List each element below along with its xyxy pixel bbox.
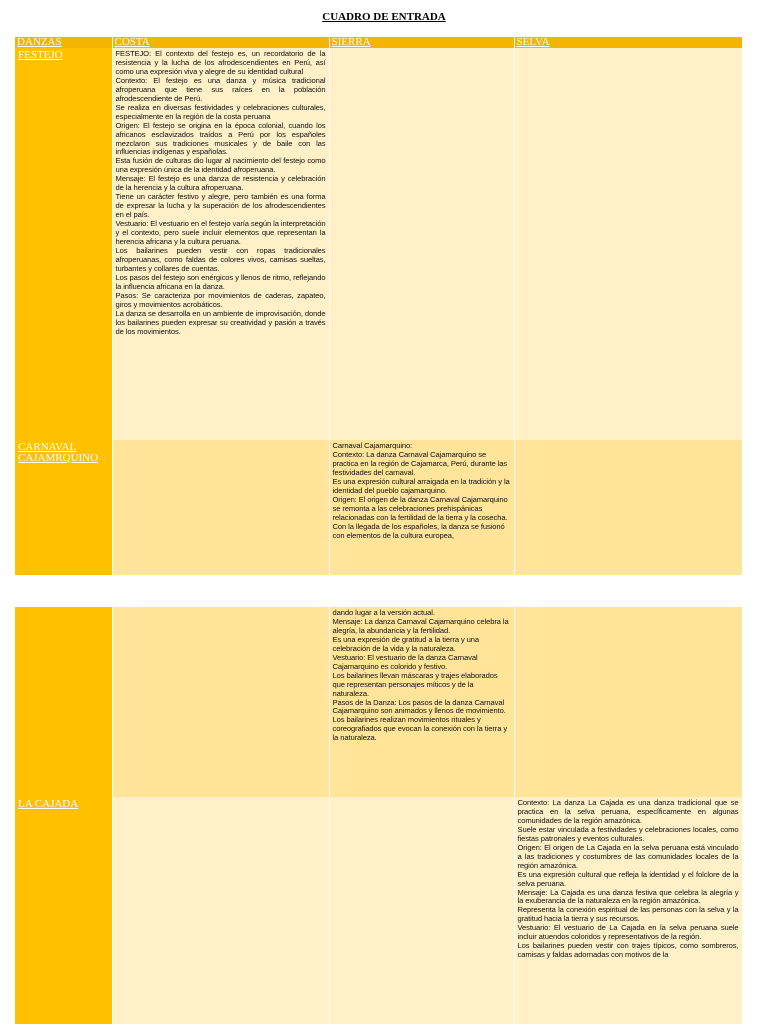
carnaval-selva-cell bbox=[514, 440, 742, 575]
cajada-selva-text: Mensaje: La Cajada es una danza festiva que celebra la alegría y la exuberancia de la naturaleza en la región amazónica. bbox=[517, 887, 739, 906]
carnaval-sierra-text: Es una expresión cultural arraigada en la tradición y la identidad del pueblo cajamarquino. bbox=[332, 476, 510, 495]
carnaval-continued-label-cell bbox=[15, 607, 112, 797]
dance-label-carnaval: CARNAVAL CAJAMRQUINO bbox=[18, 441, 99, 464]
carnaval-sierra-text: Los bailarines llevan máscaras y trajes elaborados que representan personajes míticos y de la naturaleza. bbox=[332, 670, 498, 698]
header-costa: COSTA bbox=[114, 37, 150, 48]
festejo-costa-text: Esta fusión de culturas dio lugar al nacimiento del festejo como una expresión única de la identidad afroperuana. bbox=[115, 156, 326, 175]
dance-table-part1 bbox=[15, 37, 743, 575]
row-cajada bbox=[15, 797, 742, 1024]
carnaval-sierra-text: Mensaje: La danza Carnaval Cajamarquino celebra la alegría, la abundancia y la fertilidad. bbox=[332, 616, 509, 635]
festejo-costa-text: FESTEJO: El contexto del festejo es, un recordatorio de la resistencia y la lucha de los afrodescendientes en Perú, así como una expresión viva y alegre de su identidad cultural bbox=[115, 49, 326, 76]
festejo-sierra-cell bbox=[329, 48, 514, 440]
header-selva: SELVA bbox=[516, 37, 550, 48]
carnaval-sierra-text: Vestuario: El vestuario de la danza Carnaval Cajamarquino es colorido y festivo. bbox=[332, 652, 478, 671]
festejo-costa-text: Vestuario: El vestuario en el festejo varía según la interpretación y el contexto, pero suele incluir elementos que representan la herencia africana y la cultura peruana. bbox=[115, 219, 326, 247]
carnaval-sierra-text: dando lugar a la versión actual. bbox=[332, 608, 435, 617]
cajada-selva-text: Vestuario: El vestuario de La Cajada en la selva peruana suele incluir atuendos coloridos y representativos de la región. bbox=[517, 923, 739, 942]
festejo-costa-cell bbox=[112, 48, 329, 440]
festejo-costa-text: Origen: El festejo se origina en la época colonial, cuando los africanos esclavizados traídos a Perú por los españoles mezclaron sus tradiciones musicales y de baile con las influencias indígenas y españolas. bbox=[115, 120, 326, 157]
festejo-costa-text: Contexto: El festejo es una danza y música tradicional afroperuana que tiene sus raíces en la población afrodescendiente de Perú. bbox=[115, 75, 326, 103]
festejo-selva-cell bbox=[514, 48, 742, 440]
row-carnaval-continued bbox=[15, 607, 742, 797]
carnaval-sierra-text: Con la llegada de los españoles, la danza se fusionó con elementos de la cultura europea, bbox=[332, 521, 505, 540]
cajada-selva-text: Suele estar vinculada a festividades y celebraciones locales, como fiestas patronales y eventos culturales. bbox=[517, 824, 739, 843]
carnaval-sierra-text: Pasos de la Danza: Los pasos de la danza Carnaval Cajamarquino son animados y llenos de movimiento. bbox=[332, 697, 506, 716]
cajada-selva-text: Es una expresión cultural que refleja la identidad y el folclore de la selva peruana. bbox=[517, 869, 739, 888]
cajada-selva-cell bbox=[514, 797, 742, 1024]
carnaval-sierra-text: Carnaval Cajamarquino: bbox=[332, 441, 413, 450]
cajada-selva-text: Origen: El origen de La Cajada en la selva peruana está vinculado a las tradiciones y costumbres de las comunidades locales de la región amazónica. bbox=[517, 842, 739, 870]
carnaval-sierra-text: Los bailarines realizan movimientos rituales y coreografiados que evocan la conexión con la tierra y la naturaleza. bbox=[332, 715, 508, 743]
cajada-selva-text: Contexto: La danza La Cajada es una danza tradicional que se practica en la selva peruana, específicamente en algunas comunidades de la región amazónica. bbox=[517, 798, 739, 825]
table-header-row bbox=[15, 37, 742, 48]
festejo-costa-text: Los pasos del festejo son enérgicos y llenos de ritmo, reflejando la influencia africana en la danza. bbox=[115, 272, 326, 291]
row-festejo bbox=[15, 48, 742, 440]
carnaval-continued-sierra-cell bbox=[329, 607, 514, 797]
festejo-costa-text: Pasos: Se caracteriza por movimientos de caderas, zapateo, giros y movimientos acrobáticos. bbox=[115, 290, 326, 309]
carnaval-continued-selva-cell bbox=[514, 607, 742, 797]
header-sierra: SIERRA bbox=[331, 37, 371, 48]
festejo-costa-text: Se realiza en diversas festividades y celebraciones culturales, especialmente en la región de la costa peruana bbox=[115, 102, 326, 121]
festejo-costa-text: Tiene un carácter festivo y alegre, pero también es una forma de expresar la lucha y la superación de los afrodescendientes en el país. bbox=[115, 192, 326, 220]
dance-label-festejo: FESTEJO bbox=[18, 49, 63, 61]
carnaval-sierra-text: Es una expresión de gratitud a la tierra y una celebración de la vida y la naturaleza. bbox=[332, 634, 480, 653]
carnaval-continued-costa-cell bbox=[112, 607, 329, 797]
header-danzas: DANZAS bbox=[17, 37, 62, 48]
cajada-selva-text: Los bailarines pueden vestir con trajes típicos, como sombreros, camisas y faldas adornadas con motivos de la bbox=[517, 941, 739, 960]
page-title: CUADRO DE ENTRADA bbox=[322, 11, 446, 23]
cajada-selva-text: Representa la conexión espiritual de las personas con la selva y la gratitud hacia la tierra y sus recursos. bbox=[517, 905, 739, 924]
dance-label-cajada: LA CAJADA bbox=[18, 798, 79, 810]
carnaval-sierra-text: Origen: El origen de la danza Carnaval Cajamarquino se remonta a las celebraciones prehispánicas relacionadas con la fertilidad de la tierra y la cosecha. bbox=[332, 494, 508, 522]
festejo-costa-text: Los bailarines pueden vestir con ropas tradicionales afroperuanas, como faldas de colores vivos, camisas sueltas, turbantes y collares de cuentas. bbox=[115, 245, 326, 273]
carnaval-sierra-text: Contexto: La danza Carnaval Cajamarquino se practica en la región de Cajamarca, Perú, durante las festividades del carnaval. bbox=[332, 449, 508, 477]
cajada-costa-cell bbox=[112, 797, 329, 1024]
dance-table-part2 bbox=[15, 607, 743, 1024]
cajada-sierra-cell bbox=[329, 797, 514, 1024]
festejo-costa-text: La danza se desarrolla en un ambiente de improvisación, donde los bailarines pueden expresar su creatividad y pasión a través de los movimientos. bbox=[115, 308, 326, 336]
carnaval-sierra-cell bbox=[329, 440, 514, 575]
festejo-costa-text: Mensaje: El festejo es una danza de resistencia y celebración de la herencia y la cultura afroperuana. bbox=[115, 174, 326, 193]
carnaval-costa-cell bbox=[112, 440, 329, 575]
row-carnaval bbox=[15, 440, 742, 575]
